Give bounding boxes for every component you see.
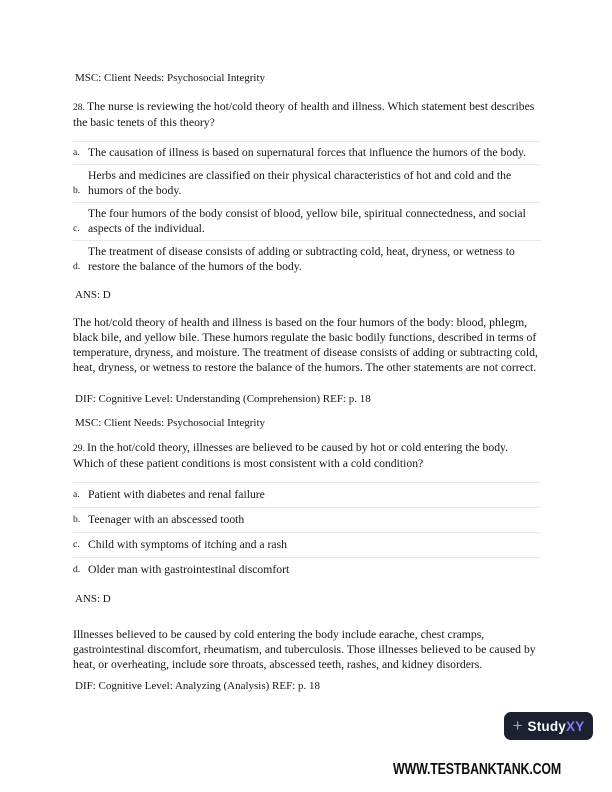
options-list	[73, 141, 541, 278]
question-29-section	[73, 440, 541, 693]
question-stem	[73, 440, 541, 471]
question-28-section	[73, 99, 541, 430]
option-text: The treatment of disease consists of adding or subtracting cold, heat, dryness, or wetness to restore the balance of the humors of the body.	[88, 245, 515, 273]
answer-option	[73, 557, 541, 582]
answer-option	[73, 202, 541, 240]
document-content	[73, 71, 541, 703]
option-text: Herbs and medicines are classified on their physical characteristics of hot and cold and the humors of the body.	[88, 169, 512, 197]
answer-option	[73, 164, 541, 202]
option-letter: c.	[73, 539, 80, 550]
dif-line: DIF: Cognitive Level: Understanding (Comprehension) REF: p. 18	[75, 393, 371, 405]
msc-line: MSC: Client Needs: Psychosocial Integrity	[75, 72, 266, 84]
website-url: WWW.TESTBANKTANK.COM	[393, 761, 562, 778]
answer-option	[73, 532, 541, 557]
options-list	[73, 482, 541, 582]
answer-option	[73, 482, 541, 507]
question-stem	[73, 99, 541, 130]
answer-line: ANS: D	[75, 289, 111, 301]
option-letter: a.	[73, 147, 80, 158]
option-text: The causation of illness is based on supernatural forces that influence the humors of the body.	[88, 146, 527, 159]
msc-line: MSC: Client Needs: Psychosocial Integrity	[75, 417, 266, 429]
option-letter: d.	[73, 261, 81, 272]
option-text: The four humors of the body consist of blood, yellow bile, spiritual connectedness, and social aspects of the individual.	[88, 207, 526, 235]
answer-option	[73, 507, 541, 532]
option-text: Older man with gastrointestinal discomfort	[88, 563, 290, 576]
answer-option	[73, 240, 541, 278]
option-letter: c.	[73, 223, 80, 234]
question-number: 29.	[73, 443, 85, 454]
plus-icon: +	[512, 715, 523, 735]
dif-line: DIF: Cognitive Level: Analyzing (Analysis) REF: p. 18	[75, 680, 321, 692]
logo-text-primary: Study	[527, 718, 567, 734]
logo-text	[528, 719, 585, 734]
answer-line: ANS: D	[75, 593, 111, 605]
option-text: Patient with diabetes and renal failure	[88, 488, 265, 501]
option-text: Teenager with an abscessed tooth	[88, 513, 245, 526]
option-text: Child with symptoms of itching and a rash	[88, 538, 287, 551]
question-text: The nurse is reviewing the hot/cold theory of health and illness. Which statement best describes the basic tenets of this theory?	[73, 100, 535, 129]
rationale-text: The hot/cold theory of health and illness is based on the four humors of the body: blood, phlegm, black bile, and yellow bile. These humors regulate the basic bodily functions, described in terms of temperature, dryness, and moisture. The treatment of disease consists of adding or subtracting cold, heat, dryness, or wetness to restore the balance of the humors. The other statements are not correct.	[73, 316, 538, 374]
option-letter: a.	[73, 489, 80, 500]
logo-text-accent: XY	[566, 718, 585, 734]
studyxy-logo	[504, 712, 593, 740]
rationale-text: Illnesses believed to be caused by cold entering the body include earache, chest cramps, gastrointestinal discomfort, rheumatism, and tuberculosis. Those illnesses believed to be caused by heat, or overheating, include sore throats, abscessed teeth, rashes, and kidney disorders.	[73, 628, 536, 671]
question-number: 28.	[73, 102, 85, 113]
option-letter: b.	[73, 514, 81, 525]
answer-option	[73, 141, 541, 164]
option-letter: d.	[73, 564, 81, 575]
question-text: In the hot/cold theory, illnesses are believed to be caused by hot or cold entering the body. Which of these patient conditions is most consistent with a cold condition?	[73, 441, 509, 470]
option-letter: b.	[73, 185, 81, 196]
